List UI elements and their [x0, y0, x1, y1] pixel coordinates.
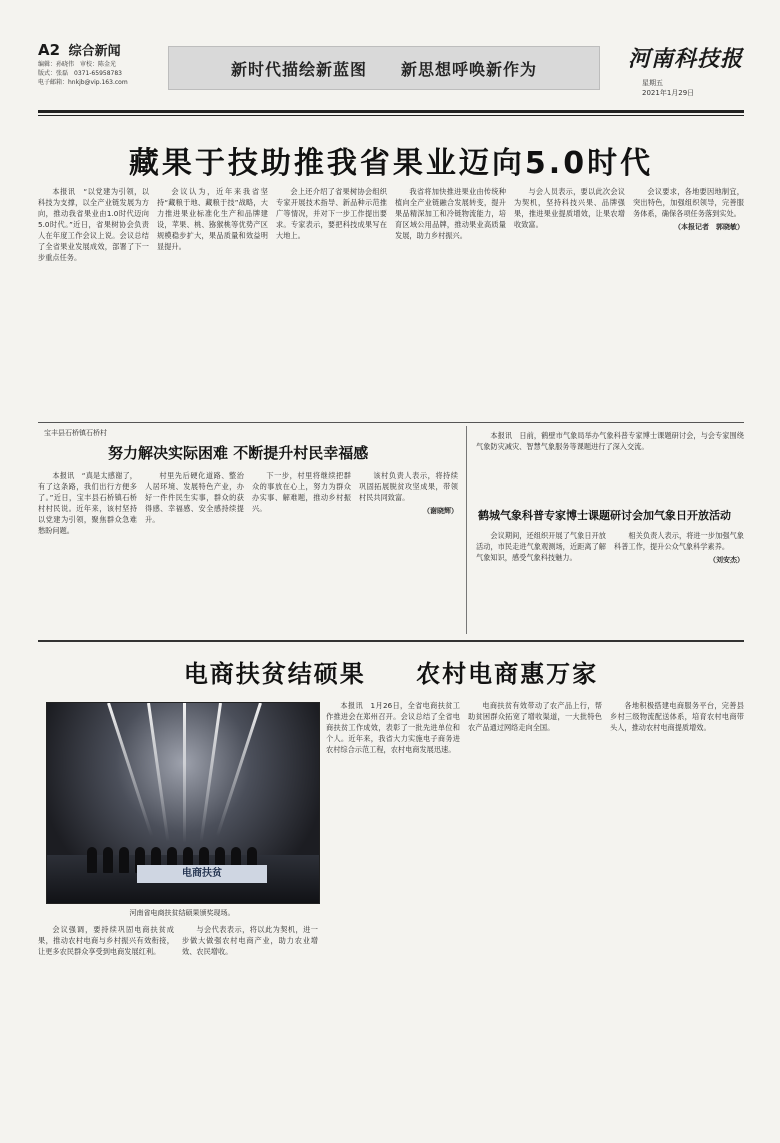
stage-banner: 电商扶贫	[137, 865, 267, 883]
stage-light	[200, 703, 222, 842]
article-headline: 努力解决实际困难 不断提升村民幸福感	[108, 444, 369, 462]
paper-date	[642, 78, 694, 98]
slogan-left: 新时代描绘新蓝图	[230, 59, 367, 79]
text-column: 本报讯 “真是太感谢了，有了这条路，我们出行方便多了。”近日，宝丰县石桥镇石桥村村民说。近年来，该村坚持以党建为引领，聚焦群众急难愁盼问题。	[38, 471, 137, 535]
stage-light	[183, 703, 186, 843]
text-column: 会上还介绍了省果树协会组织专家开展技术指导、新品种示范推广等情况，并对下一步工作提出要求。专家表示，要把科技成果写在大地上。	[276, 187, 387, 240]
article-body	[326, 700, 744, 1112]
stage-light	[216, 703, 262, 837]
section-name: 综合新闻	[68, 44, 121, 59]
masthead	[38, 38, 744, 104]
event-photo	[46, 702, 320, 904]
article-headline: 藏果于技助推我省果业迈向5.0时代	[128, 146, 654, 181]
text-column: 本报讯 日前，鹤壁市气象局举办气象科普专家博士课题研讨会，与会专家围绕气象防灾减灾、智慧气象服务等课题进行了深入交流。	[476, 431, 744, 451]
article-headline: 鹤城气象科普专家博士课题研讨会加气象日开放活动	[478, 509, 731, 522]
slogan-right: 新思想呼唤新作为	[401, 59, 538, 79]
newspaper-page	[38, 38, 744, 1118]
editor-line: 编辑：孙晓伟 审校：陈金光	[38, 61, 117, 68]
text-column: 本报讯 1月26日，全省电商扶贫工作推进会在郑州召开。会议总结了全省电商扶贫工作成效，表彰了一批先进单位和个人。近年来，我省大力实施电子商务进农村综合示范工程，农村电商发展迅速。	[326, 701, 460, 754]
headline-right: 农村电商惠万家	[416, 660, 599, 688]
weekday: 星期五	[642, 79, 663, 87]
text-column: 与会人员表示，要以此次会议为契机，坚持科技兴果、品牌强果，推进果业提质增效，让果农增收致富。	[514, 187, 625, 229]
text-column: 会议期间，还组织开展了气象日开放活动，市民走进气象观测场，近距离了解气象知识，感受气象科技魅力。	[476, 531, 606, 562]
masthead-rule	[38, 110, 744, 113]
masthead-rule-thin	[38, 115, 744, 116]
article-body	[38, 924, 318, 1112]
article-body	[476, 530, 744, 630]
article-intro	[476, 430, 744, 488]
column-divider	[466, 426, 467, 634]
byline: （刘安杰）	[709, 556, 744, 564]
article-body	[38, 470, 458, 630]
date: 2021年1月29日	[642, 89, 695, 97]
headline-left: 电商扶贫结硕果	[183, 660, 366, 688]
text-column: 电商扶贫有效带动了农产品上行，帮助贫困群众拓宽了增收渠道，一大批特色农产品通过网络走向全国。	[468, 701, 602, 732]
text-column: 该村负责人表示，将持续巩固拓展脱贫攻坚成果，带领村民共同致富。 （谢晓辉）	[359, 471, 458, 515]
text-column: 会议强调，要持续巩固电商扶贫成果，推动农村电商与乡村振兴有效衔接，让更多农民群众享受到电商发展红利。	[38, 925, 174, 956]
stage-light	[147, 703, 169, 842]
text-column: 下一步，村里将继续把群众的事放在心上，努力为群众办实事、解难题，推动乡村振兴。	[252, 471, 351, 513]
section-divider	[38, 422, 744, 423]
text-column: 与会代表表示，将以此为契机，进一步做大做强农村电商产业，助力农业增效、农民增收。	[182, 925, 318, 956]
page-number: A2	[38, 41, 61, 59]
stage-light	[107, 703, 153, 837]
byline: （本报记者 郭晓敏）	[674, 223, 744, 231]
text-column: 会议认为，近年来我省坚持“藏粮于地、藏粮于技”战略，大力推进果业标准化生产和品牌建设，苹果、桃、猕猴桃等优势产区规模稳步扩大，果品质量和效益明显提升。	[157, 187, 268, 251]
text-column: 会议要求，各地要因地制宜，突出特色，加强组织领导，完善服务体系，确保各项任务落到实处。 （本报记者 郭晓敏）	[633, 187, 744, 231]
section-divider	[38, 640, 744, 642]
article-kicker: 宝丰县石桥镇石桥村	[44, 429, 107, 437]
slogan-bar	[168, 46, 600, 90]
byline: （谢晓辉）	[423, 507, 458, 515]
article-body	[38, 186, 744, 412]
text-column: 相关负责人表示，将进一步加强气象科普工作，提升公众气象科学素养。 （刘安杰）	[614, 531, 744, 564]
editor-line: 版式：张磊 0371-65958783	[38, 70, 122, 77]
text-column: 我省将加快推进果业由传统种植向全产业链融合发展转变，提升果品精深加工和冷链物流能力，培育区域公用品牌，推动果业高质量发展，助力乡村振兴。	[395, 187, 506, 240]
text-column: 各地积极搭建电商服务平台，完善县乡村三级物流配送体系，培育农村电商带头人，推动农村电商提质增效。	[610, 701, 744, 732]
text-column: 本报讯 “以党建为引领，以科技为支撑，以全产业链发展为方向，推动我省果业由1.0时代迈向5.0时代。”近日，省果树协会负责人在年度工作会议上说。会议总结了全省果业发展成效，部署了下一步重点任务。	[38, 187, 149, 262]
editor-info	[38, 60, 158, 87]
text-column: 村里先后硬化道路、整治人居环境、发展特色产业，办好一件件民生实事，群众的获得感、幸福感、安全感持续提升。	[145, 471, 244, 524]
editor-line: 电子邮箱：hnkjb@vip.163.com	[38, 79, 128, 86]
article-headline	[38, 654, 744, 689]
photo-caption: 河南省电商扶贫结硕果颁奖现场。	[129, 909, 235, 917]
paper-logo: 河南科技报	[628, 46, 744, 72]
section-badge	[38, 40, 121, 59]
